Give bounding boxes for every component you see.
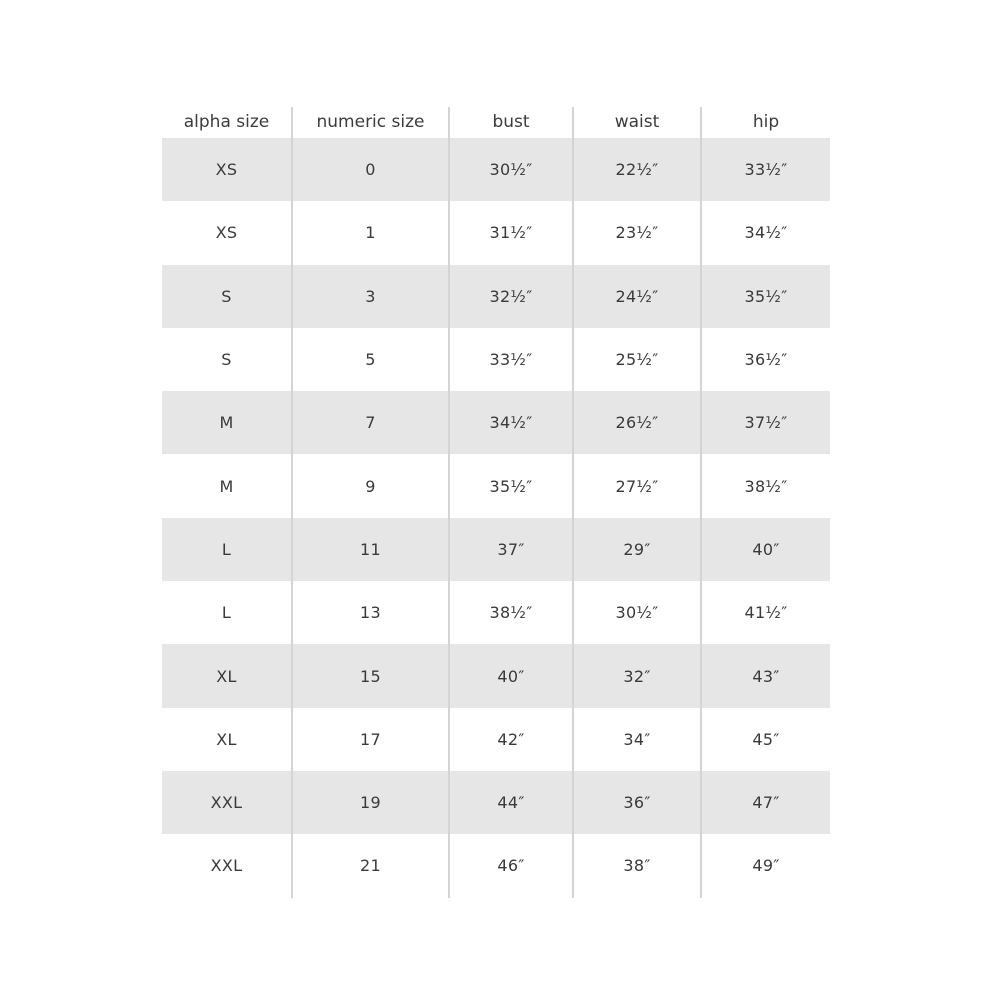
- cell-numeric-size: 3: [291, 265, 448, 328]
- cell-alpha-size: L: [221, 603, 232, 623]
- cell-bust: 40″: [448, 644, 572, 707]
- table-row: [162, 201, 830, 264]
- cell-alpha-size: XS: [215, 160, 238, 180]
- cell-bust: 32½″: [448, 265, 572, 328]
- cell-numeric-size: 19: [291, 771, 448, 834]
- cell-alpha-size: XL: [216, 729, 237, 749]
- cell-alpha-size: M: [219, 413, 234, 433]
- table-row: [162, 644, 830, 707]
- cell-numeric-size: 1: [291, 201, 448, 264]
- cell-alpha-size: XXL: [210, 856, 243, 876]
- cell-waist: 24½″: [572, 265, 700, 328]
- cell-alpha-size: XS: [215, 223, 238, 243]
- cell-bust: 34½″: [448, 391, 572, 454]
- cell-bust: 35½″: [448, 454, 572, 517]
- cell-waist: 30½″: [572, 581, 700, 644]
- cell-hip: 47″: [700, 771, 830, 834]
- cell-numeric-size: 13: [291, 581, 448, 644]
- cell-numeric-size: 15: [291, 644, 448, 707]
- header-numeric-size: numeric size: [291, 107, 448, 138]
- cell-bust: 33½″: [448, 328, 572, 391]
- cell-hip: 38½″: [700, 454, 830, 517]
- header-waist: waist: [572, 107, 700, 138]
- cell-hip: 45″: [700, 708, 830, 771]
- cell-numeric-size: 17: [291, 708, 448, 771]
- cell-bust: 30½″: [448, 138, 572, 201]
- cell-waist: 26½″: [572, 391, 700, 454]
- cell-hip: 34½″: [700, 201, 830, 264]
- cell-bust: 38½″: [448, 581, 572, 644]
- cell-alpha-size: XL: [216, 666, 237, 686]
- cell-hip: 49″: [700, 834, 830, 897]
- cell-hip: 41½″: [700, 581, 830, 644]
- cell-hip: 33½″: [700, 138, 830, 201]
- cell-numeric-size: 0: [291, 138, 448, 201]
- table-row: [162, 834, 830, 897]
- header-hip: hip: [700, 107, 830, 138]
- cell-hip: 35½″: [700, 265, 830, 328]
- table-row: [162, 391, 830, 454]
- cell-waist: 23½″: [572, 201, 700, 264]
- table-row: [162, 518, 830, 581]
- table-row: [162, 138, 830, 201]
- cell-alpha-size: M: [219, 476, 234, 496]
- table-row: [162, 581, 830, 644]
- size-chart-table: [162, 107, 830, 898]
- cell-numeric-size: 21: [291, 834, 448, 897]
- cell-hip: 43″: [700, 644, 830, 707]
- cell-bust: 46″: [448, 834, 572, 897]
- table-row: [162, 328, 830, 391]
- cell-numeric-size: 9: [291, 454, 448, 517]
- cell-waist: 34″: [572, 708, 700, 771]
- header-alpha-size: alpha size: [183, 112, 270, 132]
- cell-numeric-size: 11: [291, 518, 448, 581]
- cell-waist: 38″: [572, 834, 700, 897]
- cell-hip: 37½″: [700, 391, 830, 454]
- cell-bust: 31½″: [448, 201, 572, 264]
- cell-waist: 32″: [572, 644, 700, 707]
- table-row: [162, 708, 830, 771]
- cell-bust: 42″: [448, 708, 572, 771]
- cell-waist: 22½″: [572, 138, 700, 201]
- cell-alpha-size: L: [221, 539, 232, 559]
- header-bust: bust: [448, 107, 572, 138]
- table-row: [162, 771, 830, 834]
- cell-alpha-size: S: [221, 350, 232, 370]
- cell-bust: 44″: [448, 771, 572, 834]
- cell-hip: 40″: [700, 518, 830, 581]
- cell-waist: 29″: [572, 518, 700, 581]
- header-row: [162, 107, 830, 138]
- cell-waist: 25½″: [572, 328, 700, 391]
- cell-numeric-size: 5: [291, 328, 448, 391]
- cell-alpha-size: XXL: [210, 793, 243, 813]
- cell-hip: 36½″: [700, 328, 830, 391]
- cell-alpha-size: S: [221, 286, 232, 306]
- table-body: [162, 138, 830, 898]
- cell-numeric-size: 7: [291, 391, 448, 454]
- cell-waist: 36″: [572, 771, 700, 834]
- cell-waist: 27½″: [572, 454, 700, 517]
- cell-bust: 37″: [448, 518, 572, 581]
- table-row: [162, 265, 830, 328]
- table-row: [162, 454, 830, 517]
